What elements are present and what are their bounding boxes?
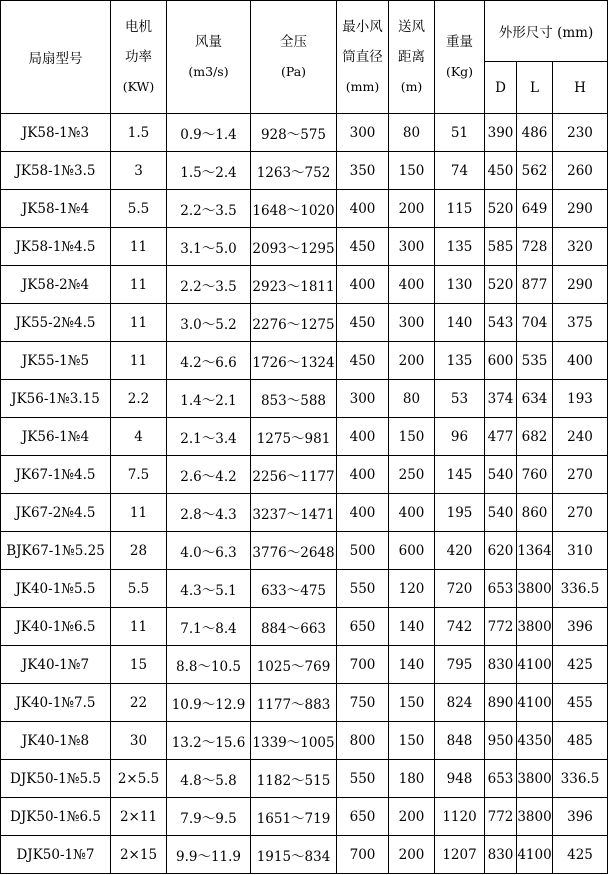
cell-airflow: 2.8～4.3	[167, 494, 251, 532]
cell-duct-diameter: 700	[337, 836, 389, 874]
cell-distance: 150	[389, 152, 435, 190]
cell-pressure: 1177～883	[251, 684, 337, 722]
cell-weight: 720	[435, 570, 485, 608]
cell-weight: 135	[435, 342, 485, 380]
cell-model: JK56-1№3.15	[1, 380, 111, 418]
cell-dim-l: 4100	[517, 836, 553, 874]
cell-dim-d: 520	[485, 266, 517, 304]
cell-duct-diameter: 350	[337, 152, 389, 190]
cell-airflow: 7.1～8.4	[167, 608, 251, 646]
cell-dim-d: 653	[485, 570, 517, 608]
cell-model: JK58-2№4	[1, 266, 111, 304]
cell-dim-h: 455	[553, 684, 608, 722]
cell-model: JK40-1№6.5	[1, 608, 111, 646]
cell-distance: 200	[389, 798, 435, 836]
cell-dim-l: 1364	[517, 532, 553, 570]
cell-model: BJK67-1№5.25	[1, 532, 111, 570]
cell-airflow: 8.8～10.5	[167, 646, 251, 684]
cell-distance: 200	[389, 342, 435, 380]
cell-weight: 420	[435, 532, 485, 570]
cell-weight: 1207	[435, 836, 485, 874]
cell-airflow: 4.0～6.3	[167, 532, 251, 570]
header-pressure: 全压 (Pa)	[251, 1, 337, 114]
cell-dim-d: 772	[485, 798, 517, 836]
cell-model: DJK50-1№5.5	[1, 760, 111, 798]
cell-duct-diameter: 450	[337, 228, 389, 266]
cell-duct-diameter: 450	[337, 342, 389, 380]
cell-model: JK40-1№8	[1, 722, 111, 760]
cell-duct-diameter: 800	[337, 722, 389, 760]
cell-airflow: 4.2～6.6	[167, 342, 251, 380]
cell-dim-h: 270	[553, 494, 608, 532]
cell-dim-d: 540	[485, 494, 517, 532]
table-row	[1, 342, 608, 380]
cell-power: 5.5	[111, 570, 167, 608]
table-row	[1, 684, 608, 722]
cell-airflow: 2.6～4.2	[167, 456, 251, 494]
cell-distance: 400	[389, 494, 435, 532]
cell-weight: 140	[435, 304, 485, 342]
cell-pressure: 633～475	[251, 570, 337, 608]
cell-weight: 145	[435, 456, 485, 494]
cell-dim-d: 390	[485, 114, 517, 152]
table-row	[1, 494, 608, 532]
cell-distance: 400	[389, 266, 435, 304]
cell-dim-l: 486	[517, 114, 553, 152]
cell-duct-diameter: 300	[337, 114, 389, 152]
cell-airflow: 0.9～1.4	[167, 114, 251, 152]
cell-airflow: 2.2～3.5	[167, 266, 251, 304]
table-body	[1, 114, 608, 874]
cell-dim-h: 396	[553, 608, 608, 646]
cell-duct-diameter: 500	[337, 532, 389, 570]
cell-distance: 300	[389, 228, 435, 266]
cell-power: 2.2	[111, 380, 167, 418]
cell-dim-l: 535	[517, 342, 553, 380]
cell-dim-h: 425	[553, 836, 608, 874]
cell-pressure: 1915～834	[251, 836, 337, 874]
cell-duct-diameter: 400	[337, 266, 389, 304]
cell-power: 2×5.5	[111, 760, 167, 798]
cell-model: JK67-1№4.5	[1, 456, 111, 494]
cell-dim-d: 585	[485, 228, 517, 266]
cell-airflow: 10.9～12.9	[167, 684, 251, 722]
cell-dim-d: 450	[485, 152, 517, 190]
cell-model: JK55-2№4.5	[1, 304, 111, 342]
cell-dim-h: 193	[553, 380, 608, 418]
cell-dim-d: 477	[485, 418, 517, 456]
cell-dim-d: 540	[485, 456, 517, 494]
cell-weight: 96	[435, 418, 485, 456]
cell-weight: 130	[435, 266, 485, 304]
cell-power: 22	[111, 684, 167, 722]
table-row	[1, 570, 608, 608]
cell-dim-h: 290	[553, 266, 608, 304]
cell-power: 15	[111, 646, 167, 684]
cell-dim-l: 860	[517, 494, 553, 532]
cell-weight: 824	[435, 684, 485, 722]
cell-duct-diameter: 400	[337, 418, 389, 456]
cell-dim-h: 336.5	[553, 570, 608, 608]
cell-distance: 150	[389, 418, 435, 456]
cell-pressure: 1339～1005	[251, 722, 337, 760]
cell-weight: 74	[435, 152, 485, 190]
cell-duct-diameter: 300	[337, 380, 389, 418]
cell-distance: 80	[389, 380, 435, 418]
cell-pressure: 1263～752	[251, 152, 337, 190]
cell-power: 11	[111, 342, 167, 380]
cell-distance: 200	[389, 836, 435, 874]
cell-pressure: 2276～1275	[251, 304, 337, 342]
cell-distance: 600	[389, 532, 435, 570]
cell-dim-h: 485	[553, 722, 608, 760]
cell-dim-d: 890	[485, 684, 517, 722]
cell-pressure: 928～575	[251, 114, 337, 152]
header-dimensions: 外形尺寸 (mm)	[485, 1, 608, 62]
cell-power: 5.5	[111, 190, 167, 228]
cell-weight: 51	[435, 114, 485, 152]
cell-weight: 53	[435, 380, 485, 418]
cell-dim-l: 728	[517, 228, 553, 266]
cell-model: DJK50-1№6.5	[1, 798, 111, 836]
table-row	[1, 228, 608, 266]
cell-distance: 180	[389, 760, 435, 798]
cell-pressure: 1275～981	[251, 418, 337, 456]
cell-dim-h: 400	[553, 342, 608, 380]
cell-airflow: 4.3～5.1	[167, 570, 251, 608]
cell-pressure: 2093～1295	[251, 228, 337, 266]
cell-model: JK67-2№4.5	[1, 494, 111, 532]
cell-weight: 848	[435, 722, 485, 760]
cell-weight: 1120	[435, 798, 485, 836]
cell-pressure: 884～663	[251, 608, 337, 646]
cell-model: JK40-1№7	[1, 646, 111, 684]
cell-airflow: 1.4～2.1	[167, 380, 251, 418]
cell-power: 11	[111, 228, 167, 266]
cell-dim-h: 260	[553, 152, 608, 190]
table-row	[1, 836, 608, 874]
cell-dim-h: 336.5	[553, 760, 608, 798]
header-model: 局扇型号	[1, 1, 111, 114]
cell-dim-h: 320	[553, 228, 608, 266]
cell-distance: 300	[389, 304, 435, 342]
cell-dim-l: 3800	[517, 798, 553, 836]
table-row	[1, 760, 608, 798]
cell-weight: 115	[435, 190, 485, 228]
table-row	[1, 456, 608, 494]
cell-dim-h: 375	[553, 304, 608, 342]
cell-model: JK58-1№4.5	[1, 228, 111, 266]
cell-dim-h: 230	[553, 114, 608, 152]
cell-weight: 948	[435, 760, 485, 798]
cell-dim-d: 520	[485, 190, 517, 228]
cell-power: 4	[111, 418, 167, 456]
header-duct-diameter: 最小风 筒直径 (mm)	[337, 1, 389, 114]
cell-pressure: 3237～1471	[251, 494, 337, 532]
cell-power: 28	[111, 532, 167, 570]
table-row	[1, 304, 608, 342]
cell-dim-l: 3800	[517, 608, 553, 646]
cell-dim-h: 270	[553, 456, 608, 494]
cell-power: 30	[111, 722, 167, 760]
cell-airflow: 13.2～15.6	[167, 722, 251, 760]
cell-power: 3	[111, 152, 167, 190]
cell-airflow: 2.2～3.5	[167, 190, 251, 228]
cell-pressure: 3776～2648	[251, 532, 337, 570]
cell-airflow: 2.1～3.4	[167, 418, 251, 456]
table-row	[1, 798, 608, 836]
cell-dim-l: 3800	[517, 760, 553, 798]
cell-airflow: 3.0～5.2	[167, 304, 251, 342]
cell-dim-l: 4100	[517, 646, 553, 684]
cell-power: 11	[111, 304, 167, 342]
cell-dim-d: 600	[485, 342, 517, 380]
cell-dim-l: 649	[517, 190, 553, 228]
cell-model: DJK50-1№7	[1, 836, 111, 874]
header-power: 电机 功率 (KW)	[111, 1, 167, 114]
table-row	[1, 190, 608, 228]
cell-dim-l: 4350	[517, 722, 553, 760]
cell-pressure: 2923～1811	[251, 266, 337, 304]
cell-dim-h: 290	[553, 190, 608, 228]
cell-power: 1.5	[111, 114, 167, 152]
cell-dim-l: 562	[517, 152, 553, 190]
cell-dim-l: 682	[517, 418, 553, 456]
cell-power: 2×15	[111, 836, 167, 874]
cell-duct-diameter: 550	[337, 760, 389, 798]
cell-dim-d: 620	[485, 532, 517, 570]
cell-power: 11	[111, 608, 167, 646]
cell-dim-l: 760	[517, 456, 553, 494]
cell-model: JK40-1№5.5	[1, 570, 111, 608]
cell-pressure: 1025～769	[251, 646, 337, 684]
cell-distance: 80	[389, 114, 435, 152]
cell-model: JK40-1№7.5	[1, 684, 111, 722]
cell-distance: 120	[389, 570, 435, 608]
cell-pressure: 853～588	[251, 380, 337, 418]
cell-power: 7.5	[111, 456, 167, 494]
cell-pressure: 1182～515	[251, 760, 337, 798]
cell-distance: 140	[389, 608, 435, 646]
cell-dim-d: 830	[485, 646, 517, 684]
cell-dim-l: 704	[517, 304, 553, 342]
cell-pressure: 1726～1324	[251, 342, 337, 380]
cell-airflow: 3.1～5.0	[167, 228, 251, 266]
cell-model: JK58-1№3.5	[1, 152, 111, 190]
table-row	[1, 114, 608, 152]
cell-power: 11	[111, 494, 167, 532]
cell-model: JK58-1№4	[1, 190, 111, 228]
cell-dim-d: 950	[485, 722, 517, 760]
cell-weight: 795	[435, 646, 485, 684]
cell-dim-h: 240	[553, 418, 608, 456]
cell-dim-l: 634	[517, 380, 553, 418]
cell-duct-diameter: 650	[337, 608, 389, 646]
cell-distance: 200	[389, 190, 435, 228]
cell-dim-d: 653	[485, 760, 517, 798]
cell-airflow: 1.5～2.4	[167, 152, 251, 190]
cell-dim-d: 543	[485, 304, 517, 342]
cell-distance: 140	[389, 646, 435, 684]
cell-dim-l: 877	[517, 266, 553, 304]
cell-airflow: 4.8～5.8	[167, 760, 251, 798]
cell-model: JK56-1№4	[1, 418, 111, 456]
cell-distance: 150	[389, 722, 435, 760]
table-header	[1, 1, 608, 114]
cell-distance: 250	[389, 456, 435, 494]
header-airflow: 风量 (m3/s)	[167, 1, 251, 114]
cell-airflow: 9.9～11.9	[167, 836, 251, 874]
cell-dim-h: 425	[553, 646, 608, 684]
cell-dim-d: 830	[485, 836, 517, 874]
header-dim-d: D	[485, 62, 517, 114]
cell-power: 2×11	[111, 798, 167, 836]
cell-dim-d: 374	[485, 380, 517, 418]
cell-duct-diameter: 750	[337, 684, 389, 722]
cell-dim-h: 396	[553, 798, 608, 836]
table-row	[1, 532, 608, 570]
table-row	[1, 418, 608, 456]
header-distance: 送风 距离 (m)	[389, 1, 435, 114]
cell-model: JK58-1№3	[1, 114, 111, 152]
cell-power: 11	[111, 266, 167, 304]
cell-pressure: 2256～1177	[251, 456, 337, 494]
cell-weight: 135	[435, 228, 485, 266]
cell-duct-diameter: 550	[337, 570, 389, 608]
table-row	[1, 722, 608, 760]
cell-dim-d: 772	[485, 608, 517, 646]
cell-duct-diameter: 700	[337, 646, 389, 684]
cell-duct-diameter: 400	[337, 456, 389, 494]
cell-duct-diameter: 650	[337, 798, 389, 836]
cell-pressure: 1648～1020	[251, 190, 337, 228]
cell-dim-l: 4100	[517, 684, 553, 722]
header-dim-h: H	[553, 62, 608, 114]
table-row	[1, 152, 608, 190]
cell-model: JK55-1№5	[1, 342, 111, 380]
table-row	[1, 646, 608, 684]
cell-dim-h: 310	[553, 532, 608, 570]
table-row	[1, 608, 608, 646]
header-dim-l: L	[517, 62, 553, 114]
cell-airflow: 7.9～9.5	[167, 798, 251, 836]
cell-duct-diameter: 400	[337, 494, 389, 532]
header-weight: 重量 (Kg)	[435, 1, 485, 114]
table-row	[1, 266, 608, 304]
cell-duct-diameter: 450	[337, 304, 389, 342]
cell-weight: 742	[435, 608, 485, 646]
cell-dim-l: 3800	[517, 570, 553, 608]
cell-distance: 150	[389, 684, 435, 722]
cell-weight: 195	[435, 494, 485, 532]
cell-duct-diameter: 400	[337, 190, 389, 228]
cell-pressure: 1651～719	[251, 798, 337, 836]
table-row	[1, 380, 608, 418]
